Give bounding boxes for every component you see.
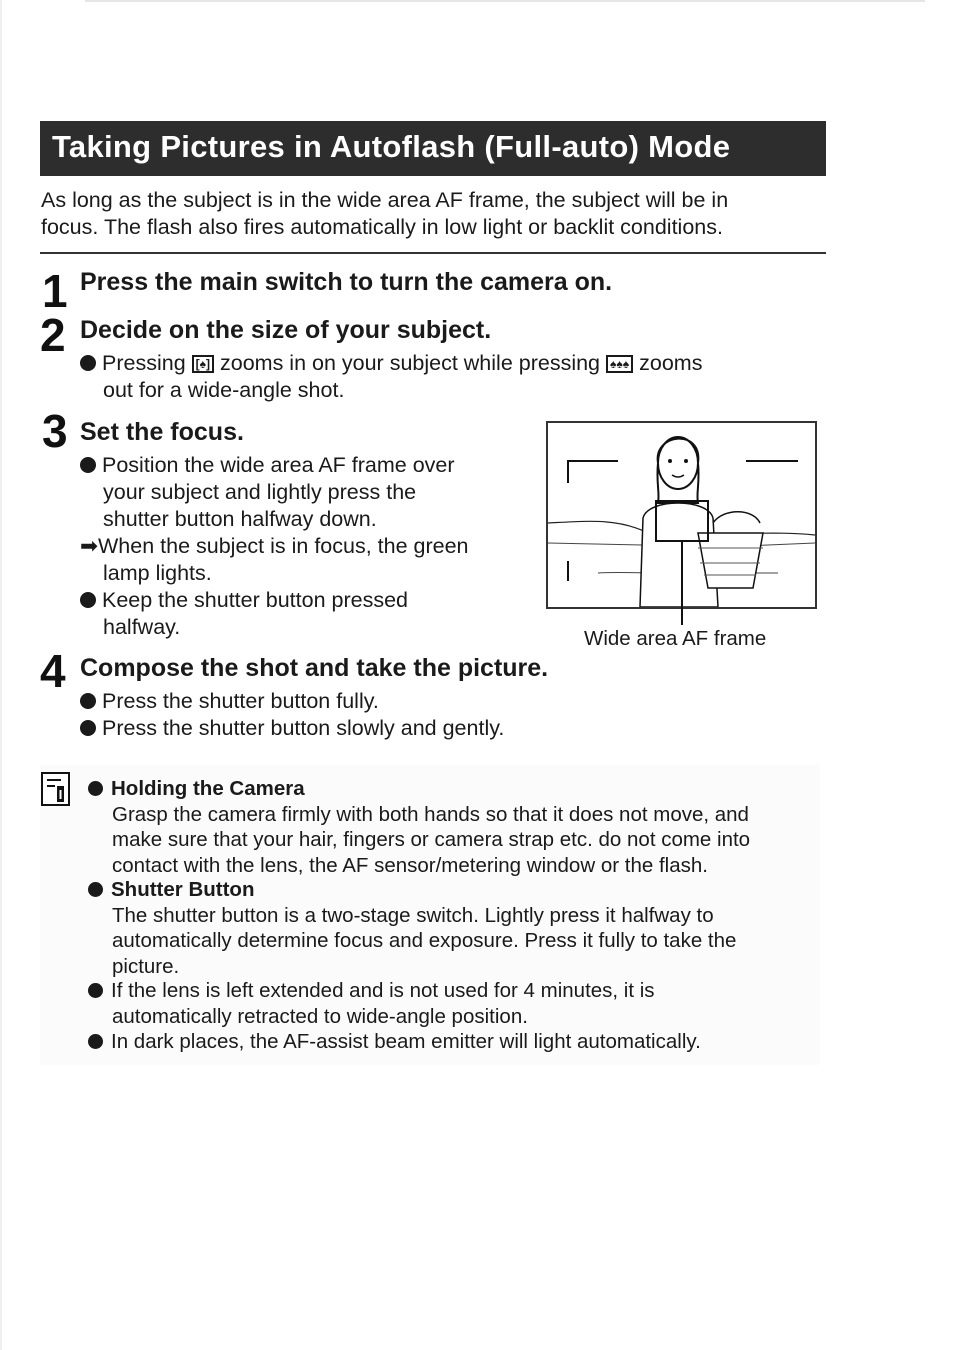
af-frame-illustration bbox=[546, 421, 817, 609]
intro-paragraph bbox=[41, 187, 821, 241]
result-line: ➡When the subject is in focus, the green bbox=[80, 534, 469, 558]
note-lens bbox=[88, 978, 818, 1029]
bullet-dot bbox=[80, 592, 96, 608]
step-3-number: 3 bbox=[42, 405, 68, 457]
note-line: The shutter button is a two-stage switch. Lightly press it halfway to bbox=[112, 903, 714, 927]
memo-icon bbox=[41, 772, 70, 806]
note-line: make sure that your hair, fingers or camera strap etc. do not come into bbox=[112, 828, 751, 851]
step-1-heading: Press the main switch to turn the camera on. bbox=[80, 268, 613, 296]
bullet-dot bbox=[80, 457, 96, 473]
page-title: Taking Pictures in Autoflash (Full-auto) Mode bbox=[40, 121, 826, 176]
note-holding bbox=[88, 776, 818, 878]
intro-line: focus. The flash also fires automatically in low light or backlit conditions. bbox=[41, 215, 723, 239]
wide-zoom-icon: ♠♠♠ bbox=[606, 355, 633, 373]
note-title: Holding the Camera bbox=[111, 777, 305, 800]
viewfinder-drawing bbox=[548, 423, 815, 607]
bullet-dot bbox=[88, 882, 103, 897]
step-4-bullet-1 bbox=[80, 688, 379, 715]
step-3-bullet-1 bbox=[80, 452, 520, 533]
step-3-heading: Set the focus. bbox=[80, 418, 244, 446]
note-line: automatically retracted to wide-angle position. bbox=[112, 1004, 528, 1028]
bullet-line: halfway. bbox=[103, 615, 181, 639]
bullet-text: zooms bbox=[639, 351, 703, 375]
top-rule bbox=[85, 0, 925, 2]
note-line: automatically determine focus and exposure. Press it fully to take the bbox=[112, 929, 737, 952]
intro-line: As long as the subject is in the wide area AF frame, the subject will be in bbox=[41, 188, 729, 212]
bullet-line: your subject and lightly press the bbox=[103, 480, 417, 504]
note-line: In dark places, the AF-assist beam emitter will light automatically. bbox=[111, 1030, 701, 1053]
figure-caption: Wide area AF frame bbox=[584, 627, 767, 650]
step-4-heading: Compose the shot and take the picture. bbox=[80, 654, 549, 682]
bullet-line: shutter button halfway down. bbox=[103, 507, 377, 531]
bullet-dot bbox=[88, 781, 103, 796]
step-3-bullet-2 bbox=[80, 587, 520, 641]
note-title: Shutter Button bbox=[111, 878, 255, 901]
bullet-line: Keep the shutter button pressed bbox=[102, 588, 408, 612]
note-shutter bbox=[88, 877, 818, 979]
bullet-line: Position the wide area AF frame over bbox=[102, 453, 455, 477]
note-dark bbox=[88, 1029, 818, 1055]
step-3-result bbox=[80, 533, 530, 587]
bullet-text: Press the shutter button slowly and gently. bbox=[102, 716, 505, 740]
bullet-dot bbox=[80, 355, 96, 371]
tele-zoom-icon: [♠] bbox=[192, 355, 214, 373]
step-2-bullet bbox=[80, 350, 820, 377]
result-line: lamp lights. bbox=[103, 561, 212, 585]
step-4-bullet-2 bbox=[80, 715, 504, 742]
bullet-dot bbox=[88, 983, 103, 998]
note-line: contact with the lens, the AF sensor/metering window or the flash. bbox=[112, 853, 708, 877]
step-1-number: 1 bbox=[42, 265, 68, 317]
section-divider bbox=[40, 252, 826, 254]
step-2-heading: Decide on the size of your subject. bbox=[80, 316, 492, 344]
page-edge bbox=[0, 0, 2, 1350]
bullet-text: zooms in on your subject while pressing bbox=[220, 351, 601, 375]
bullet-dot bbox=[88, 1034, 103, 1049]
bullet-dot bbox=[80, 693, 96, 709]
step-2-number: 2 bbox=[40, 309, 66, 361]
step-2-bullet-line2: out for a wide-angle shot. bbox=[103, 378, 345, 402]
note-line: Grasp the camera firmly with both hands so that it does not move, and bbox=[112, 802, 749, 826]
bullet-text: Press the shutter button fully. bbox=[102, 689, 379, 713]
note-line: If the lens is left extended and is not used for 4 minutes, it is bbox=[111, 979, 655, 1002]
bullet-dot bbox=[80, 720, 96, 736]
caption-pointer bbox=[681, 607, 683, 625]
note-line: picture. bbox=[112, 954, 180, 978]
bullet-text: Pressing bbox=[102, 351, 186, 375]
step-4-number: 4 bbox=[40, 645, 66, 697]
